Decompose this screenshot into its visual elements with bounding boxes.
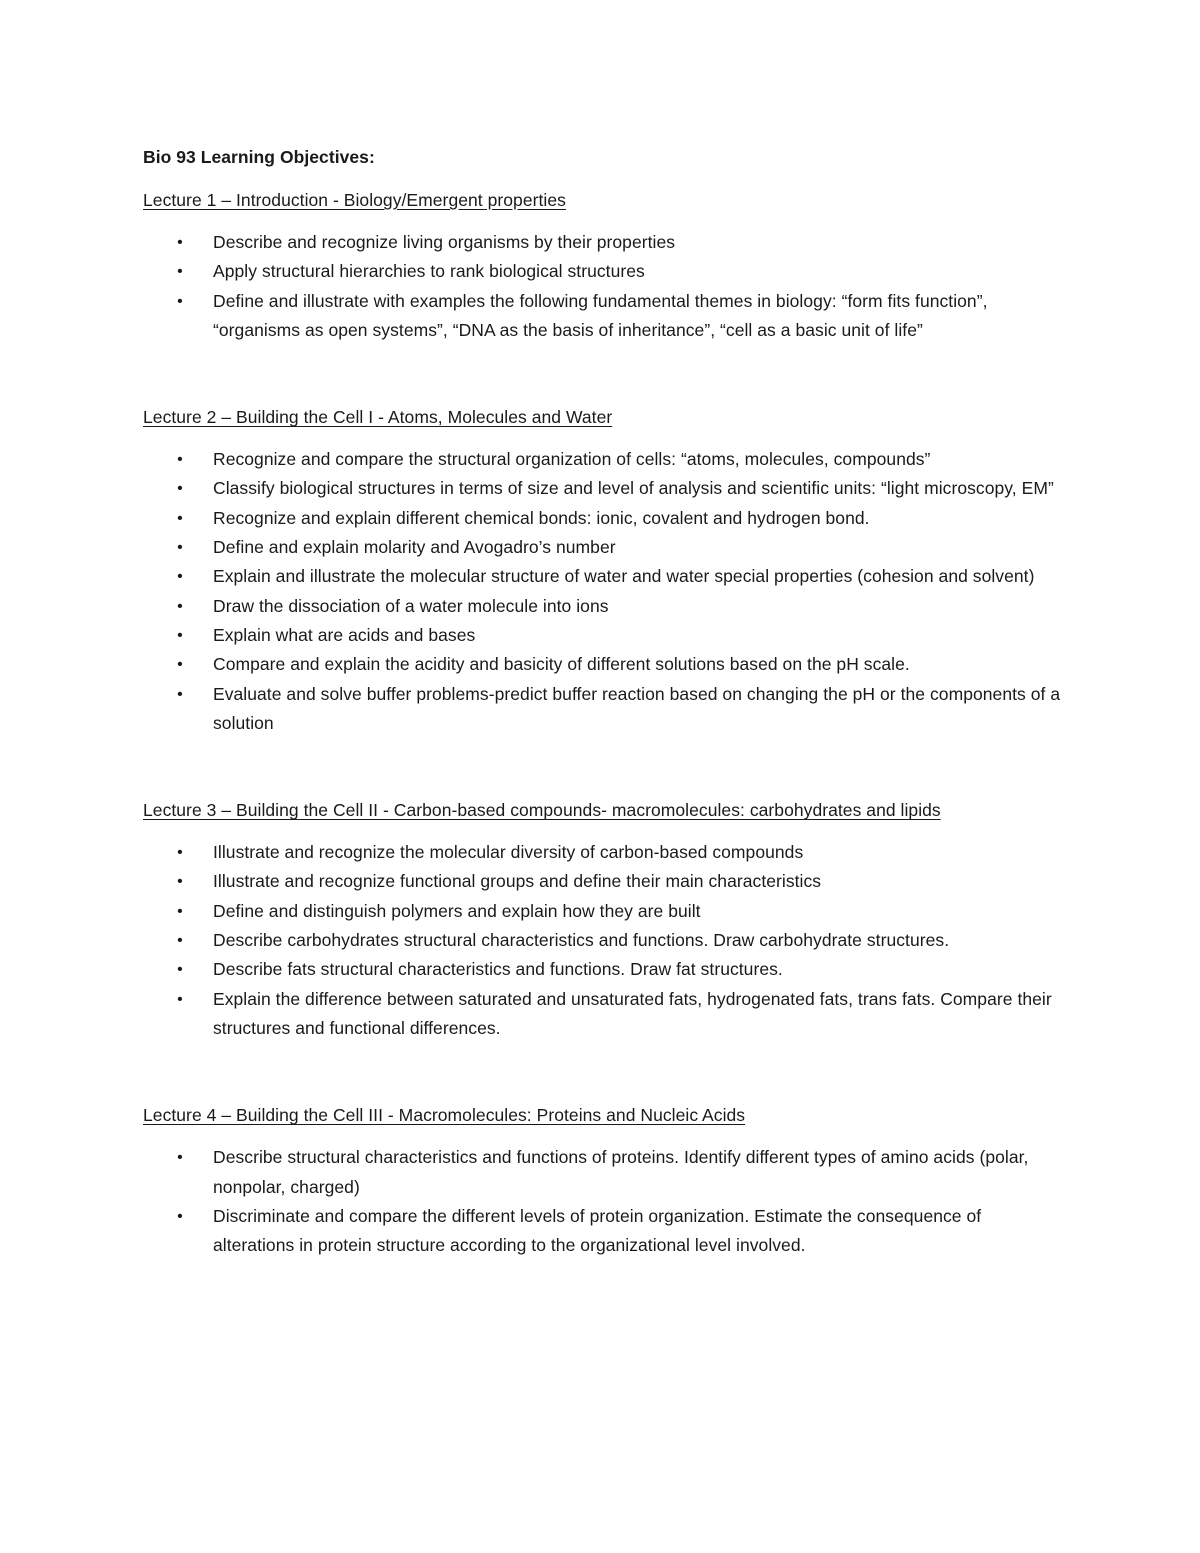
objective-text: Compare and explain the acidity and basicity of different solutions based on the pH scale. [213,654,910,675]
lecture-1-section [143,186,1063,345]
objective-text: Describe fats structural characteristics and functions. Draw fat structures. [213,959,783,980]
objective-item [143,897,1063,926]
lecture-2-section [143,403,1063,738]
objective-item [143,650,1063,679]
objective-text: Recognize and explain different chemical bonds: ionic, covalent and hydrogen bond. [213,507,870,528]
objective-item [143,474,1063,503]
lecture-4-section [143,1101,1063,1260]
document-body [143,143,1063,1260]
bullet-icon: • [177,626,183,644]
objective-text: Apply structural hierarchies to rank biological structures [213,261,645,282]
objective-text: Describe carbohydrates structural characteristics and functions. Draw carbohydrate structures. [213,930,950,951]
bullet-icon: • [177,539,183,557]
objective-text: Recognize and compare the structural organization of cells: “atoms, molecules, compounds” [213,449,931,470]
bullet-icon: • [177,932,183,950]
objective-item [143,533,1063,562]
bullet-icon: • [177,844,183,862]
lecture-3-objectives [143,838,1063,1043]
bullet-icon: • [177,1149,183,1167]
objective-item [143,504,1063,533]
bullet-icon: • [177,685,183,703]
objective-item [143,867,1063,896]
bullet-icon: • [177,292,183,310]
bullet-icon: • [177,480,183,498]
objective-item [143,1202,1063,1261]
objective-text: Explain and illustrate the molecular structure of water and water special properties (cohesion and solvent) [213,566,1035,587]
objective-item [143,1143,1063,1202]
objective-item [143,287,1063,346]
lecture-3-heading: Lecture 3 – Building the Cell II - Carbon-based compounds- macromolecules: carbohydrates and lipids [143,800,941,821]
bullet-icon: • [177,597,183,615]
objective-item [143,985,1063,1044]
objective-item [143,257,1063,286]
objective-text: Define and distinguish polymers and explain how they are built [213,900,701,921]
objective-text: Illustrate and recognize functional groups and define their main characteristics [213,871,822,892]
lecture-2-objectives [143,445,1063,738]
lecture-2-heading: Lecture 2 – Building the Cell I - Atoms, Molecules and Water [143,407,613,428]
objective-text: Explain the difference between saturated and unsaturated fats, hydrogenated fats, trans fats. Compare their structures and functional differences. [213,988,1052,1038]
bullet-icon: • [177,568,183,586]
lecture-3-section [143,796,1063,1043]
bullet-icon: • [177,961,183,979]
objective-text: Discriminate and compare the different levels of protein organization. Estimate the consequence of alterations in protein structure according to the organizational level involved. [213,1205,982,1256]
document-title: Bio 93 Learning Objectives: [143,147,375,167]
lecture-4-objectives [143,1143,1063,1260]
objective-text: Illustrate and recognize the molecular diversity of carbon-based compounds [213,842,804,863]
objective-item [143,562,1063,591]
lecture-4-heading: Lecture 4 – Building the Cell III - Macromolecules: Proteins and Nucleic Acids [143,1105,746,1126]
lecture-1-objectives [143,228,1063,345]
bullet-icon: • [177,1207,183,1225]
objective-text: Draw the dissociation of a water molecule into ions [213,595,609,616]
bullet-icon: • [177,990,183,1008]
bullet-icon: • [177,234,183,251]
objective-text: Define and explain molarity and Avogadro’s number [213,537,616,558]
objective-text: Classify biological structures in terms of size and level of analysis and scientific units: “light microscopy, EM” [213,478,1054,499]
objective-item [143,592,1063,621]
objective-item [143,228,1063,257]
bullet-icon: • [177,873,183,891]
objective-text: Evaluate and solve buffer problems-predict buffer reaction based on changing the pH or the components of a solution [213,683,1061,733]
bullet-icon: • [177,656,183,674]
objective-item [143,621,1063,650]
objective-item [143,838,1063,867]
objective-item [143,680,1063,739]
bullet-icon: • [177,451,183,469]
objective-item [143,955,1063,984]
lecture-1-heading: Lecture 1 – Introduction - Biology/Emergent properties [143,190,566,210]
objective-item [143,926,1063,955]
bullet-icon: • [177,509,183,527]
bullet-icon: • [177,902,183,920]
objective-text: Explain what are acids and bases [213,624,476,645]
objective-item [143,445,1063,474]
objective-text: Define and illustrate with examples the following fundamental themes in biology: “form fits function”, “organisms as open systems”, “DNA as the basis of inheritance”, “cell as a basic unit of life” [213,290,988,340]
objective-text: Describe structural characteristics and functions of proteins. Identify different types of amino acids (polar, nonpolar, charged) [213,1147,1029,1197]
bullet-icon: • [177,263,183,281]
objective-text: Describe and recognize living organisms by their properties [213,232,676,252]
